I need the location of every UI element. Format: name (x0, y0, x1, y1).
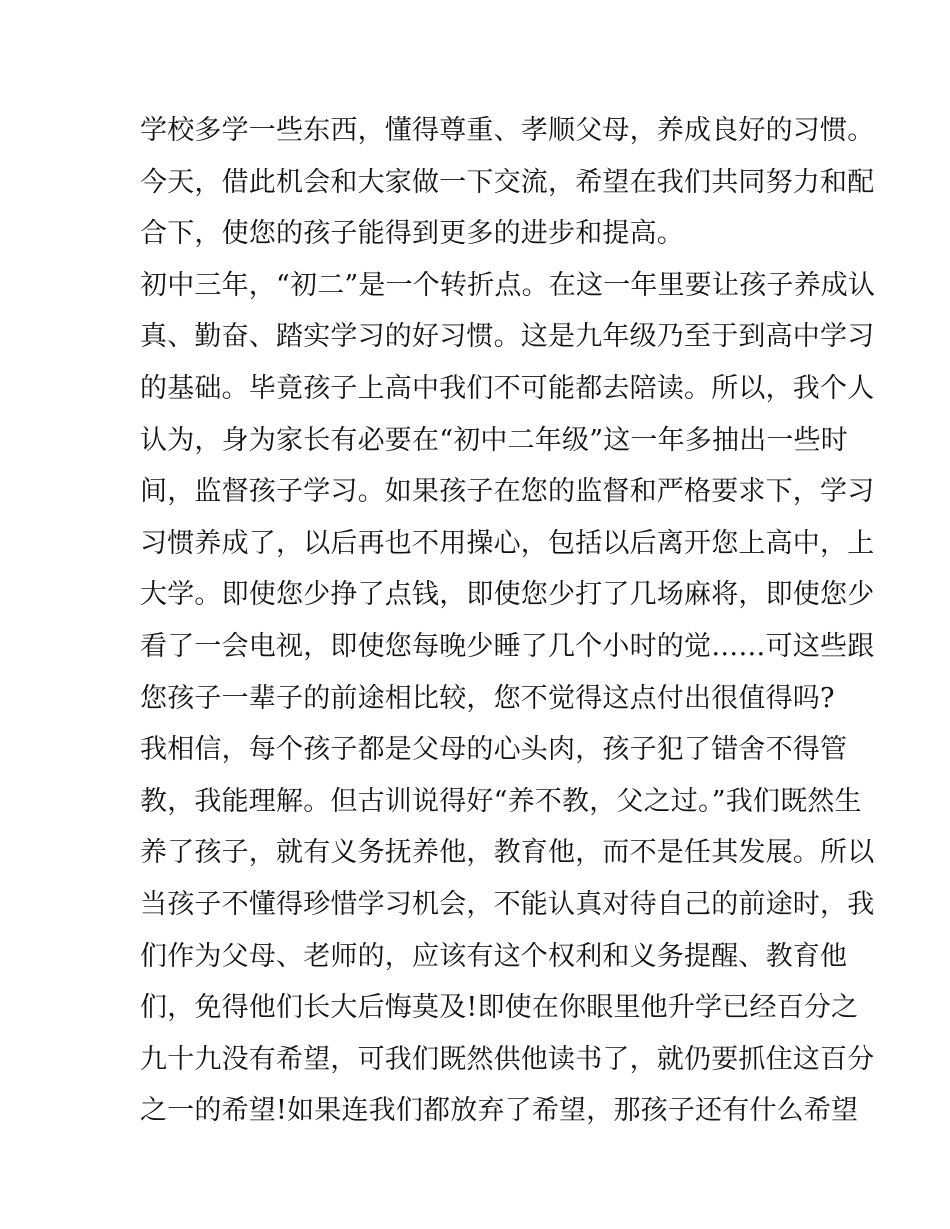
text-line: 初中三年，“初二”是一个转折点。在这一年里要让孩子养成认 (140, 269, 876, 301)
text-line: 真、勤奋、踏实学习的好习惯。这是九年级乃至于到高中学习 (140, 321, 875, 353)
text-line: 您孩子一辈子的前途相比较，您不觉得这点付出很值得吗? (140, 682, 835, 714)
text-line: 教，我能理解。但古训说得好“养不教，父之过。”我们既然生 (140, 785, 862, 817)
text-line: 的基础。毕竟孩子上高中我们不可能都去陪读。所以，我个人 (140, 372, 875, 404)
body-text (140, 105, 876, 1137)
text-line: 我相信，每个孩子都是父母的心头肉，孩子犯了错舍不得管 (140, 734, 848, 766)
text-line: 今天，借此机会和大家做一下交流，希望在我们共同努力和配 (140, 166, 875, 198)
text-line: 大学。即使您少挣了点钱，即使您少打了几场麻将，即使您少 (140, 579, 875, 611)
text-line: 学校多学一些东西，懂得尊重、孝顺父母，养成良好的习惯。 (140, 115, 875, 146)
text-line: 们，免得他们长大后悔莫及!即使在你眼里他升学已经百分之 (140, 992, 859, 1024)
text-line: 当孩子不懂得珍惜学习机会，不能认真对待自己的前途时，我 (140, 888, 875, 920)
text-line: 习惯养成了，以后再也不用操心，包括以后离开您上高中，上 (140, 527, 875, 559)
text-line: 看了一会电视，即使您每晚少睡了几个小时的觉……可这些跟 (140, 630, 875, 662)
text-line: 们作为父母、老师的，应该有这个权利和义务提醒、教育他 (140, 940, 848, 972)
text-line: 之一的希望!如果连我们都放弃了希望，那孩子还有什么希望 (140, 1095, 859, 1127)
text-line: 九十九没有希望，可我们既然供他读书了，就仍要抓住这百分 (140, 1043, 875, 1075)
text-line: 认为，身为家长有必要在“初中二年级”这一年多抽出一些时 (140, 424, 849, 456)
text-line: 养了孩子，就有义务抚养他，教育他，而不是任其发展。所以 (140, 837, 875, 869)
text-line: 合下，使您的孩子能得到更多的进步和提高。 (140, 218, 684, 250)
text-line: 间，监督孩子学习。如果孩子在您的监督和严格要求下，学习 (140, 476, 875, 508)
